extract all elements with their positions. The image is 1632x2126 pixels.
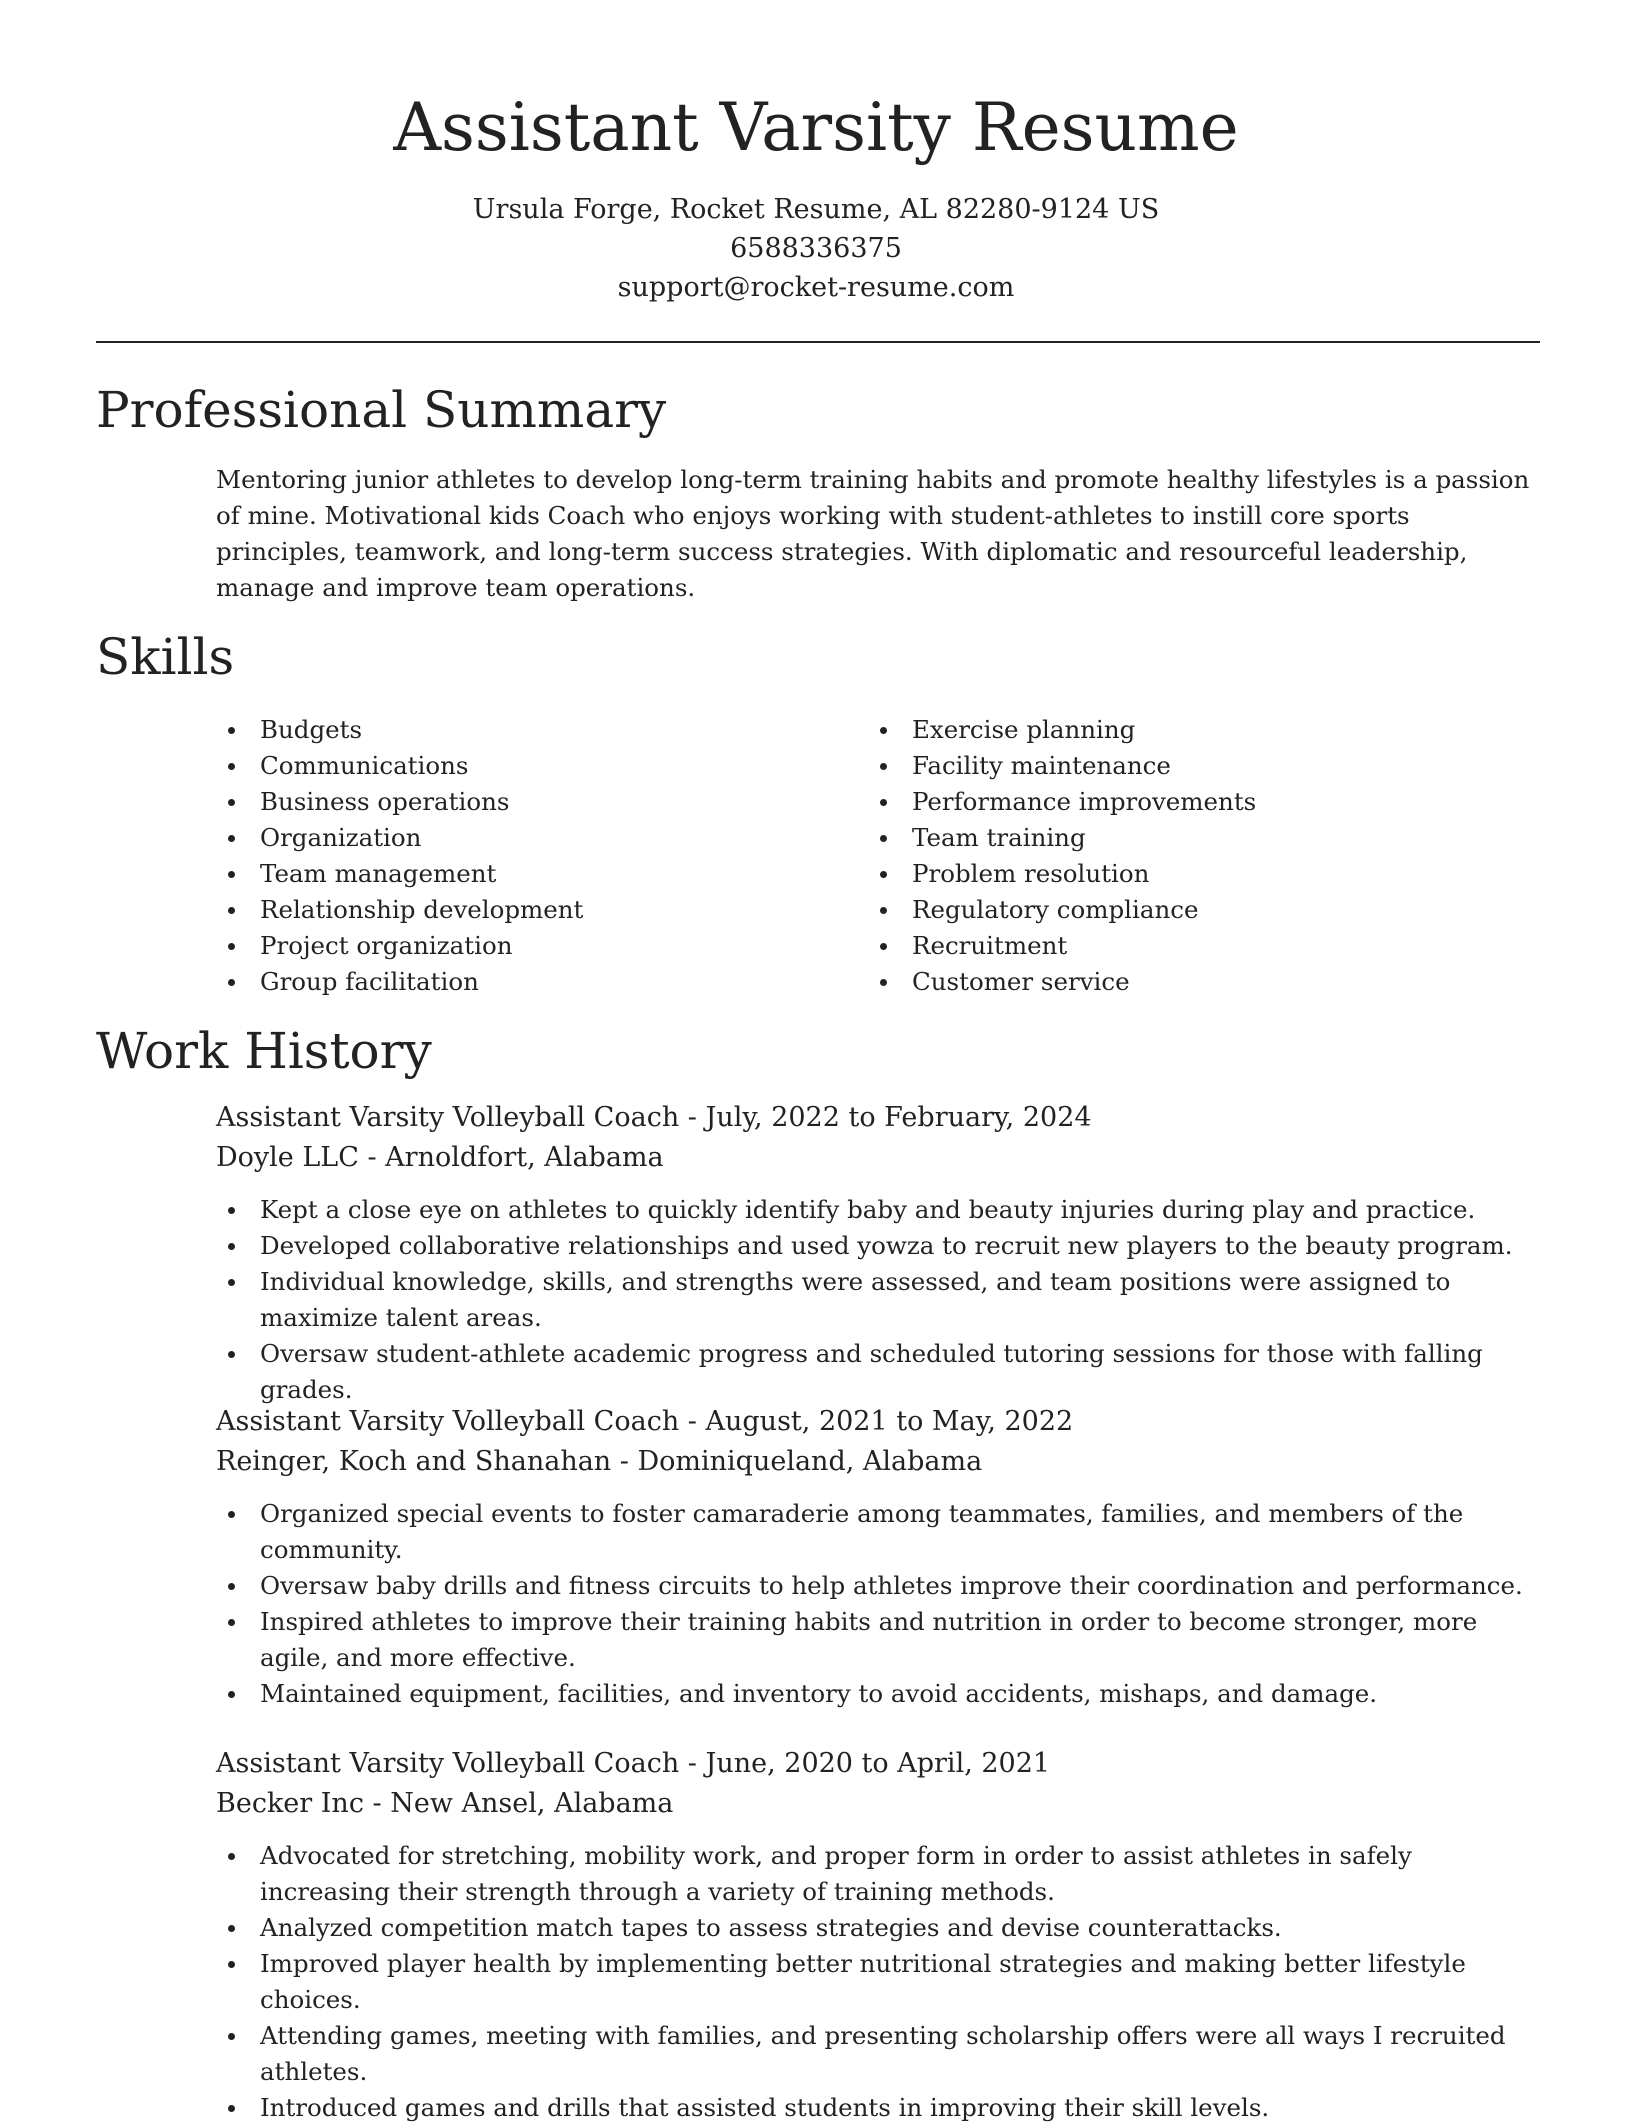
skill-item: Exercise planning <box>868 712 1508 748</box>
job-bullet: Kept a close eye on athletes to quickly identify baby and beauty injuries during play and practice. <box>216 1192 1546 1228</box>
job-bullet: Oversaw baby drills and fitness circuits to help athletes improve their coordination and performance. <box>216 1568 1546 1604</box>
job-bullet: Improved player health by implementing better nutritional strategies and making better lifestyle choices. <box>216 1946 1546 2018</box>
job-company-line: Becker Inc - New Ansel, Alabama <box>216 1788 674 1819</box>
job-company: Doyle LLC <box>216 1142 359 1173</box>
skill-item: Customer service <box>868 964 1508 1000</box>
skill-item: Performance improvements <box>868 784 1508 820</box>
job-company: Becker Inc <box>216 1788 364 1819</box>
job-title-line: Assistant Varsity Volleyball Coach - July, 2022 to February, 2024 <box>216 1102 1092 1133</box>
skill-item: Organization <box>216 820 856 856</box>
skill-item: Facility maintenance <box>868 748 1508 784</box>
contact-phone: 6588336375 <box>730 233 902 264</box>
skill-item: Recruitment <box>868 928 1508 964</box>
resume-title: Assistant Varsity Resume <box>393 89 1239 166</box>
header-divider <box>96 341 1540 343</box>
job-bullet: Advocated for stretching, mobility work, and proper form in order to assist athletes in safely increasing their strength through a variety of training methods. <box>216 1838 1546 1910</box>
job-bullet: Organized special events to foster camaraderie among teammates, families, and members of the community. <box>216 1496 1546 1568</box>
job-bullet: Maintained equipment, facilities, and inventory to avoid accidents, mishaps, and damage. <box>216 1676 1546 1712</box>
job-title-line: Assistant Varsity Volleyball Coach - June, 2020 to April, 2021 <box>216 1748 1051 1779</box>
work-history-heading: Work History <box>96 1022 432 1080</box>
skill-item: Regulatory compliance <box>868 892 1508 928</box>
job-title: Assistant Varsity Volleyball Coach <box>216 1102 680 1133</box>
job-bullet: Oversaw student-athlete academic progress and scheduled tutoring sessions for those with falling grades. <box>216 1336 1546 1408</box>
job-entry <box>216 1098 1546 1408</box>
skill-item: Budgets <box>216 712 856 748</box>
skills-list-right <box>868 712 1508 1000</box>
job-title-line: Assistant Varsity Volleyball Coach - August, 2021 to May, 2022 <box>216 1406 1074 1437</box>
job-location: Arnoldfort, Alabama <box>385 1142 664 1173</box>
contact-email: support@rocket-resume.com <box>617 272 1015 303</box>
job-bullet: Attending games, meeting with families, and presenting scholarship offers were all ways I recruited athletes. <box>216 2018 1546 2090</box>
job-dates: June, 2020 to April, 2021 <box>705 1748 1051 1779</box>
job-company-line: Doyle LLC - Arnoldfort, Alabama <box>216 1142 664 1173</box>
job-dates: August, 2021 to May, 2022 <box>705 1406 1074 1437</box>
job-entry <box>216 1402 1546 1712</box>
job-location: Dominiqueland, Alabama <box>637 1446 983 1477</box>
job-bullet: Individual knowledge, skills, and strengths were assessed, and team positions were assigned to maximize talent areas. <box>216 1264 1546 1336</box>
job-company: Reinger, Koch and Shanahan <box>216 1446 612 1477</box>
contact-address: Ursula Forge, Rocket Resume, AL 82280-9124 US <box>472 194 1160 225</box>
skill-item: Project organization <box>216 928 856 964</box>
job-company-line: Reinger, Koch and Shanahan - Dominiqueland, Alabama <box>216 1446 983 1477</box>
job-bullets <box>216 1838 1546 2126</box>
job-dates: July, 2022 to February, 2024 <box>705 1102 1092 1133</box>
job-bullets <box>216 1192 1546 1408</box>
skills-list-left <box>216 712 856 1000</box>
summary-heading: Professional Summary <box>96 381 667 439</box>
job-location: New Ansel, Alabama <box>390 1788 674 1819</box>
job-entry <box>216 1744 1546 2126</box>
skill-item: Group facilitation <box>216 964 856 1000</box>
job-bullets <box>216 1496 1546 1712</box>
skill-item: Communications <box>216 748 856 784</box>
skill-item: Business operations <box>216 784 856 820</box>
job-title: Assistant Varsity Volleyball Coach <box>216 1748 680 1779</box>
skill-item: Team training <box>868 820 1508 856</box>
skill-item: Problem resolution <box>868 856 1508 892</box>
skill-item: Relationship development <box>216 892 856 928</box>
skills-heading: Skills <box>96 628 235 686</box>
contact-block <box>0 190 1632 307</box>
job-bullet: Introduced games and drills that assisted students in improving their skill levels. <box>216 2090 1546 2126</box>
summary-text: Mentoring junior athletes to develop long-term training habits and promote healthy lifestyles is a passion of mine. Motivational kids Coach who enjoys working with student-athletes to instill core sports principles, teamwork, and long-term success strategies. With diplomatic and resourceful leadership, manage and improve team operations. <box>216 465 1530 602</box>
job-bullet: Developed collaborative relationships and used yowza to recruit new players to the beauty program. <box>216 1228 1546 1264</box>
job-bullet: Analyzed competition match tapes to assess strategies and devise counterattacks. <box>216 1910 1546 1946</box>
skill-item: Team management <box>216 856 856 892</box>
job-title: Assistant Varsity Volleyball Coach <box>216 1406 680 1437</box>
job-bullet: Inspired athletes to improve their training habits and nutrition in order to become stronger, more agile, and more effective. <box>216 1604 1546 1676</box>
